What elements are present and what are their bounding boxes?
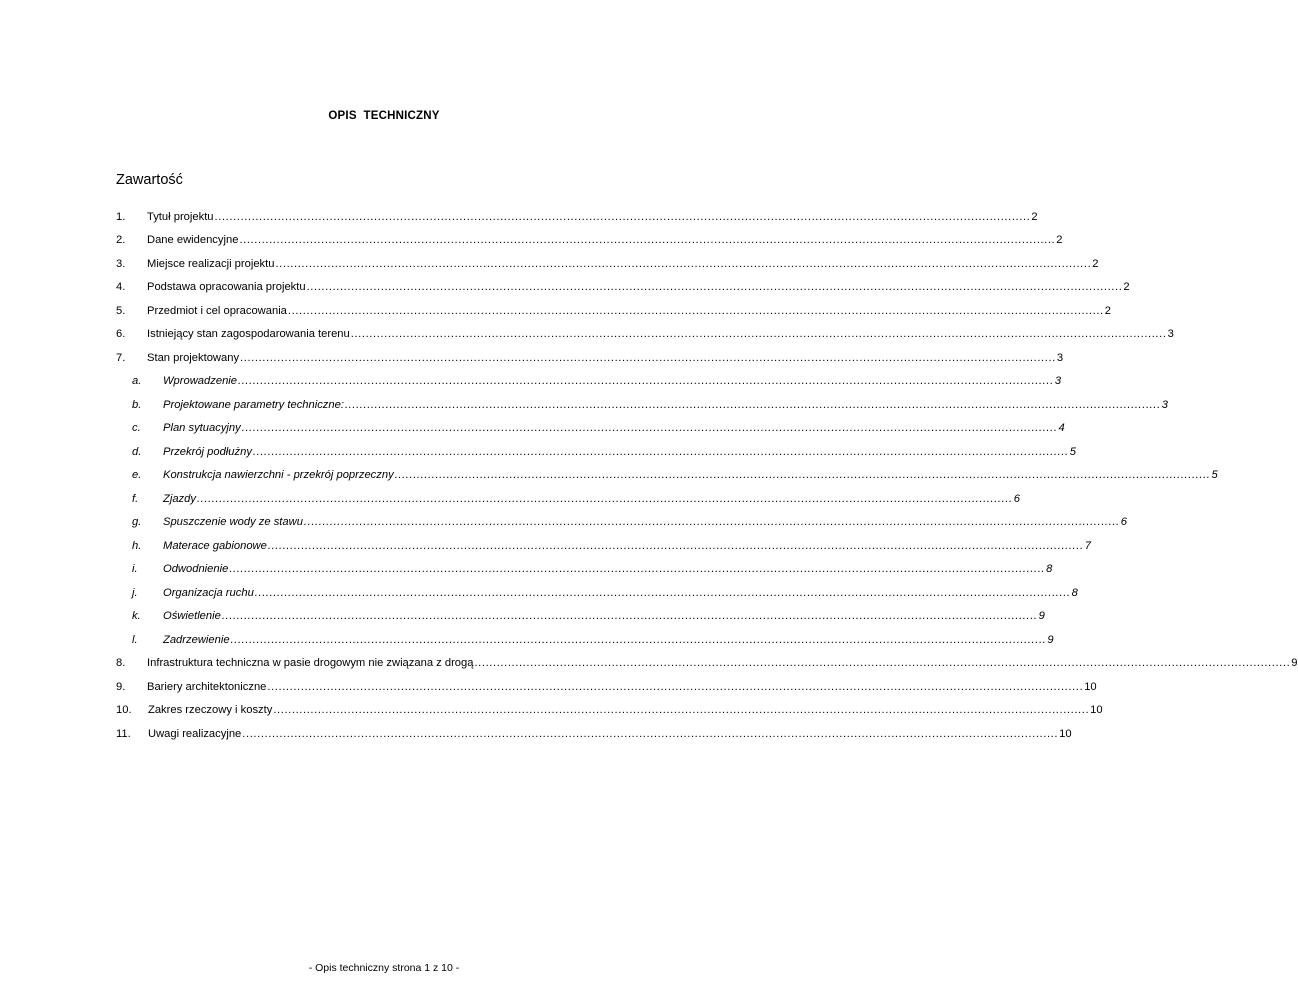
toc-entry[interactable] xyxy=(116,412,1065,436)
toc-entry[interactable] xyxy=(116,623,1054,647)
toc-entry-body xyxy=(147,327,1174,341)
toc-entry-number: e. xyxy=(132,469,142,481)
toc-entry[interactable] xyxy=(116,600,1045,624)
toc-dot-leader: ............................................................................................................................................................................................................................ xyxy=(241,422,1058,434)
toc-dot-leader: ............................................................................................................................................................................................................................ xyxy=(252,445,1069,458)
toc-dot-leader: ............................................................................................................................................................................................................................ xyxy=(275,257,1092,270)
toc-entry-label: Bariery architektoniczne xyxy=(147,680,267,693)
toc-dot-leader: ............................................................................................................................................................................................................................ xyxy=(267,539,1084,552)
toc-entry[interactable] xyxy=(116,271,1130,295)
toc-entry-number: i. xyxy=(132,563,138,575)
toc-entry-number: l. xyxy=(132,633,138,646)
toc-dot-leader: ............................................................................................................................................................................................................................ xyxy=(214,210,1031,223)
toc-dot-leader: ............................................................................................................................................................................................................................ xyxy=(287,304,1104,317)
toc-dot-leader: ............................................................................................................................................................................................................................ xyxy=(238,375,1054,387)
toc-entry-number: 11. xyxy=(116,727,131,740)
toc-entry-number: 6. xyxy=(116,328,126,340)
toc-entry-label: Uwagi realizacyjne xyxy=(148,727,242,740)
toc-dot-leader: ............................................................................................................................................................................................................................ xyxy=(229,563,1046,575)
toc-entry-page-number: 3 xyxy=(1161,398,1169,411)
toc-entry-label: Plan sytuacyjny xyxy=(163,422,241,434)
toc-entry-number: 1. xyxy=(116,210,126,223)
toc-entry-body xyxy=(163,586,1078,600)
toc-entry[interactable] xyxy=(116,529,1091,553)
toc-entry-number: a. xyxy=(132,375,142,387)
toc-entry-label: Odwodnienie xyxy=(163,563,229,575)
toc-entry[interactable] xyxy=(116,482,1020,506)
toc-entry-body xyxy=(147,351,1064,365)
toc-dot-leader: ............................................................................................................................................................................................................................ xyxy=(303,516,1120,528)
toc-entry[interactable] xyxy=(116,576,1078,600)
toc-dot-leader: ............................................................................................................................................................................................................................ xyxy=(350,328,1167,340)
toc-entry-page-number: 5 xyxy=(1069,445,1076,458)
toc-entry-label: Infrastruktura techniczna w pasie drogowym nie związana z drogą xyxy=(147,657,474,669)
toc-entry-body xyxy=(148,727,1072,741)
toc-entry[interactable] xyxy=(116,435,1076,459)
toc-entry[interactable] xyxy=(116,506,1127,530)
toc-entry-label: Wprowadzenie xyxy=(163,375,237,387)
toc-entry-body xyxy=(147,680,1097,694)
toc-entry-number: 5. xyxy=(116,304,126,317)
toc-entry-page-number: 3 xyxy=(1054,375,1062,387)
table-of-contents xyxy=(116,200,1298,741)
toc-entry-number: d. xyxy=(132,445,142,458)
toc-dot-leader: ............................................................................................................................................................................................................................ xyxy=(273,704,1090,716)
toc-entry-body xyxy=(147,656,1298,670)
toc-entry[interactable] xyxy=(116,318,1174,342)
toc-entry-label: Zakres rzeczowy i koszty xyxy=(148,704,273,716)
toc-entry-page-number: 2 xyxy=(1031,210,1038,223)
toc-dot-leader: ............................................................................................................................................................................................................................ xyxy=(240,351,1056,364)
toc-dot-leader: ............................................................................................................................................................................................................................ xyxy=(394,469,1211,481)
toc-entry[interactable] xyxy=(116,294,1111,318)
toc-dot-leader: ............................................................................................................................................................................................................................ xyxy=(242,727,1059,740)
toc-entry[interactable] xyxy=(116,694,1103,718)
toc-entry[interactable] xyxy=(116,200,1038,224)
page-footer: - Opis techniczny strona 1 z 10 - xyxy=(308,962,460,974)
toc-entry-label: Organizacja ruchu xyxy=(163,586,254,599)
toc-entry-page-number: 7 xyxy=(1084,539,1091,552)
toc-entry-body xyxy=(147,257,1099,271)
toc-entry[interactable] xyxy=(116,647,1298,671)
toc-entry-label: Przedmiot i cel opracowania xyxy=(147,304,287,317)
toc-entry-label: Podstawa opracowania projektu xyxy=(147,281,306,293)
toc-entry-body xyxy=(163,515,1127,529)
toc-entry[interactable] xyxy=(116,459,1218,483)
toc-entry-label: Istniejący stan zagospodarowania terenu xyxy=(147,328,350,340)
toc-entry-label: Dane ewidencyjne xyxy=(147,234,239,246)
toc-entry-page-number: 10 xyxy=(1084,680,1097,693)
toc-entry-page-number: 9 xyxy=(1291,657,1298,669)
toc-dot-leader: ............................................................................................................................................................................................................................ xyxy=(221,610,1038,622)
toc-entry[interactable] xyxy=(116,341,1064,365)
toc-entry-label: Miejsce realizacji projektu xyxy=(147,257,275,270)
toc-entry-body xyxy=(163,609,1045,623)
toc-entry-label: Przekrój podłużny xyxy=(163,445,252,458)
toc-dot-leader: ............................................................................................................................................................................................................................ xyxy=(230,633,1047,646)
toc-entry-body xyxy=(163,421,1065,435)
toc-entry-label: Stan projektowany xyxy=(147,351,240,364)
toc-entry-number: h. xyxy=(132,539,142,552)
toc-entry-page-number: 3 xyxy=(1167,328,1174,340)
toc-entry-page-number: 2 xyxy=(1092,257,1099,270)
toc-entry-number: 8. xyxy=(116,657,126,669)
toc-entry-number: j. xyxy=(132,586,138,599)
toc-entry[interactable] xyxy=(116,247,1099,271)
toc-entry-page-number: 9 xyxy=(1038,610,1045,622)
toc-entry[interactable] xyxy=(116,388,1169,412)
toc-entry-body xyxy=(147,210,1038,224)
toc-entry-page-number: 6 xyxy=(1120,516,1127,528)
toc-entry-page-number: 2 xyxy=(1123,281,1130,293)
toc-dot-leader: ............................................................................................................................................................................................................................ xyxy=(254,586,1071,599)
toc-entry-number: b. xyxy=(132,398,142,411)
toc-dot-leader: ............................................................................................................................................................................................................................ xyxy=(344,398,1161,411)
toc-entry-body xyxy=(163,539,1091,553)
toc-entry-page-number: 10 xyxy=(1059,727,1072,740)
toc-entry-body xyxy=(163,374,1062,388)
toc-entry-label: Materace gabionowe xyxy=(163,539,267,552)
toc-dot-leader: ............................................................................................................................................................................................................................ xyxy=(239,234,1056,246)
toc-entry[interactable] xyxy=(116,717,1072,741)
toc-entry-label: Projektowane parametry techniczne: xyxy=(163,398,344,411)
toc-entry-page-number: 6 xyxy=(1013,492,1020,505)
toc-entry-label: Spuszczenie wody ze stawu xyxy=(163,516,303,528)
toc-entry-label: Zadrzewienie xyxy=(163,633,230,646)
toc-entry[interactable] xyxy=(116,670,1097,694)
toc-entry-number: g. xyxy=(132,516,142,528)
toc-entry-body xyxy=(147,233,1063,247)
toc-dot-leader: ............................................................................................................................................................................................................................ xyxy=(474,657,1291,669)
toc-entry-page-number: 8 xyxy=(1071,586,1078,599)
toc-entry-body xyxy=(163,468,1218,482)
toc-entry-body xyxy=(163,633,1054,647)
toc-entry-page-number: 3 xyxy=(1056,351,1064,364)
toc-entry-body xyxy=(148,703,1103,717)
toc-entry-label: Zjazdy xyxy=(163,492,196,505)
toc-entry-body xyxy=(163,445,1076,459)
toc-entry-number: 9. xyxy=(116,680,126,693)
toc-entry-number: 7. xyxy=(116,351,126,364)
toc-heading: Zawartość xyxy=(116,172,183,188)
toc-entry-page-number: 4 xyxy=(1058,422,1065,434)
toc-entry-number: f. xyxy=(132,492,139,505)
toc-entry-body xyxy=(147,280,1130,294)
toc-entry[interactable] xyxy=(116,224,1063,248)
toc-entry-page-number: 2 xyxy=(1056,234,1063,246)
toc-dot-leader: ............................................................................................................................................................................................................................ xyxy=(196,492,1013,505)
toc-entry-body xyxy=(147,304,1111,318)
toc-entry-body xyxy=(163,562,1053,576)
toc-dot-leader: ............................................................................................................................................................................................................................ xyxy=(306,281,1123,293)
toc-entry[interactable] xyxy=(116,553,1053,577)
toc-entry-number: 4. xyxy=(116,281,126,293)
toc-entry-page-number: 8 xyxy=(1046,563,1053,575)
toc-entry[interactable] xyxy=(116,365,1062,389)
toc-entry-number: 10. xyxy=(116,704,132,716)
toc-entry-number: 3. xyxy=(116,257,126,270)
toc-entry-body xyxy=(163,398,1169,412)
toc-entry-number: 2. xyxy=(116,234,126,246)
toc-entry-page-number: 5 xyxy=(1211,469,1218,481)
toc-entry-label: Oświetlenie xyxy=(163,610,221,622)
toc-entry-page-number: 2 xyxy=(1104,304,1111,317)
document-title: OPIS TECHNICZNY xyxy=(328,110,440,122)
toc-entry-label: Konstrukcja nawierzchni - przekrój poprzeczny xyxy=(163,469,394,481)
toc-dot-leader: ............................................................................................................................................................................................................................ xyxy=(267,680,1084,693)
toc-entry-number: c. xyxy=(132,422,141,434)
toc-entry-number: k. xyxy=(132,610,141,622)
toc-entry-page-number: 9 xyxy=(1047,633,1054,646)
toc-entry-page-number: 10 xyxy=(1090,704,1103,716)
toc-entry-body xyxy=(163,492,1020,506)
toc-entry-label: Tytuł projektu xyxy=(147,210,214,223)
